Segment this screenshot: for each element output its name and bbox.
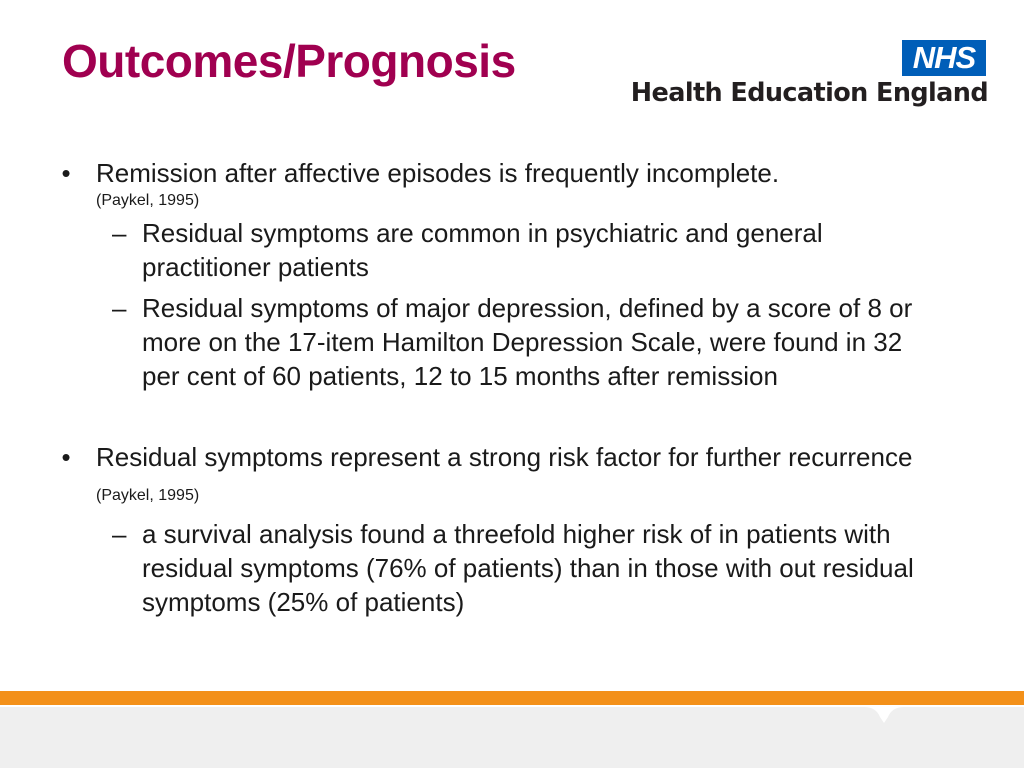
slide-body <box>56 156 936 626</box>
citation: (Paykel, 1995) <box>96 192 200 209</box>
slide-title: Outcomes/Prognosis <box>62 35 516 87</box>
spacer <box>56 400 936 440</box>
sub-bullet-text: Residual symptoms of major depression, defined by a score of 8 or more on the 17-item Hamilton Depression Scale, were found in 32 per cent of 60 patients, 12 to 15 months after remission <box>142 293 913 391</box>
sub-bullet-marker: – <box>112 519 127 549</box>
sub-bullet-item <box>56 517 936 619</box>
bullet-marker: • <box>61 158 71 188</box>
bullet-item <box>56 156 936 212</box>
sub-bullet-text: a survival analysis found a threefold higher risk of in patients with residual symptoms (76% of patients) than in those with out residual symptoms (25% of patients) <box>142 519 914 617</box>
bullet-text: Residual symptoms represent a strong risk factor for further recurrence <box>96 442 913 472</box>
organisation-name: Health Education England <box>630 78 988 108</box>
nhs-logo-box: NHS <box>902 40 986 76</box>
citation: (Paykel, 1995) <box>96 487 200 504</box>
orange-stripe <box>0 691 1024 705</box>
grey-footer-shape <box>0 707 1024 768</box>
bullet-marker: • <box>61 442 71 472</box>
sub-bullet-item <box>56 291 936 393</box>
footer-decoration <box>0 691 1024 768</box>
sub-bullet-marker: – <box>112 293 127 323</box>
sub-bullet-item <box>56 216 936 284</box>
nhs-hee-logo <box>630 40 988 112</box>
sub-bullet-text: Residual symptoms are common in psychiatric and general practitioner patients <box>142 218 823 282</box>
bullet-text: Remission after affective episodes is frequently incomplete. <box>96 158 780 188</box>
bullet-item <box>56 440 936 513</box>
sub-bullet-marker: – <box>112 218 127 248</box>
